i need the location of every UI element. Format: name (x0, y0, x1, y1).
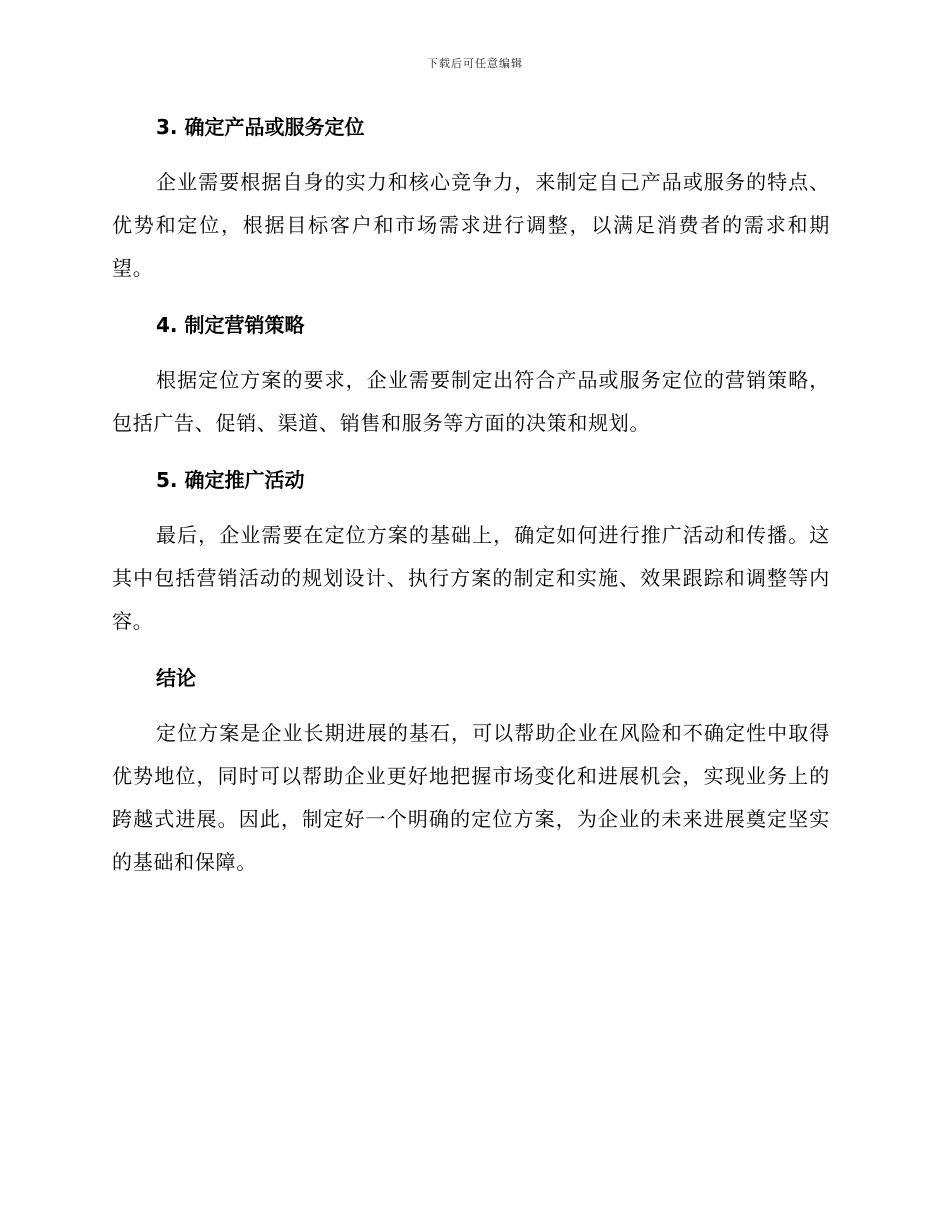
page-header: 下载后可任意编辑 (427, 57, 523, 70)
document-body (112, 113, 830, 884)
section-heading-promotion: 5. 确定推广活动 (156, 468, 305, 492)
section-paragraph-conclusion: 定位方案是企业长期进展的基石，可以帮助企业在风险和不确定性中取得优势地位，同时可以帮助企业更好地把握市场变化和进展机会，实现业务上的跨越式进展。因此，制定好一个明确的定位方案，为企业的未来进展奠定坚实的基础和保障。 (112, 721, 830, 874)
section-paragraph-positioning: 企业需要根据自身的实力和核心竞争力，来制定自己产品或服务的特点、优势和定位，根据目标客户和市场需求进行调整，以满足消费者的需求和期望。 (112, 170, 830, 280)
section-paragraph-marketing-strategy: 根据定位方案的要求，企业需要制定出符合产品或服务定位的营销策略，包括广告、促销、渠道、销售和服务等方面的决策和规划。 (112, 368, 830, 435)
section-paragraph-promotion: 最后，企业需要在定位方案的基础上，确定如何进行推广活动和传播。这其中包括营销活动的规划设计、执行方案的制定和实施、效果跟踪和调整等内容。 (112, 523, 830, 633)
section-heading-marketing-strategy: 4. 制定营销策略 (156, 313, 305, 337)
section-heading-positioning: 3. 确定产品或服务定位 (156, 115, 365, 139)
section-heading-conclusion: 结论 (156, 666, 196, 690)
